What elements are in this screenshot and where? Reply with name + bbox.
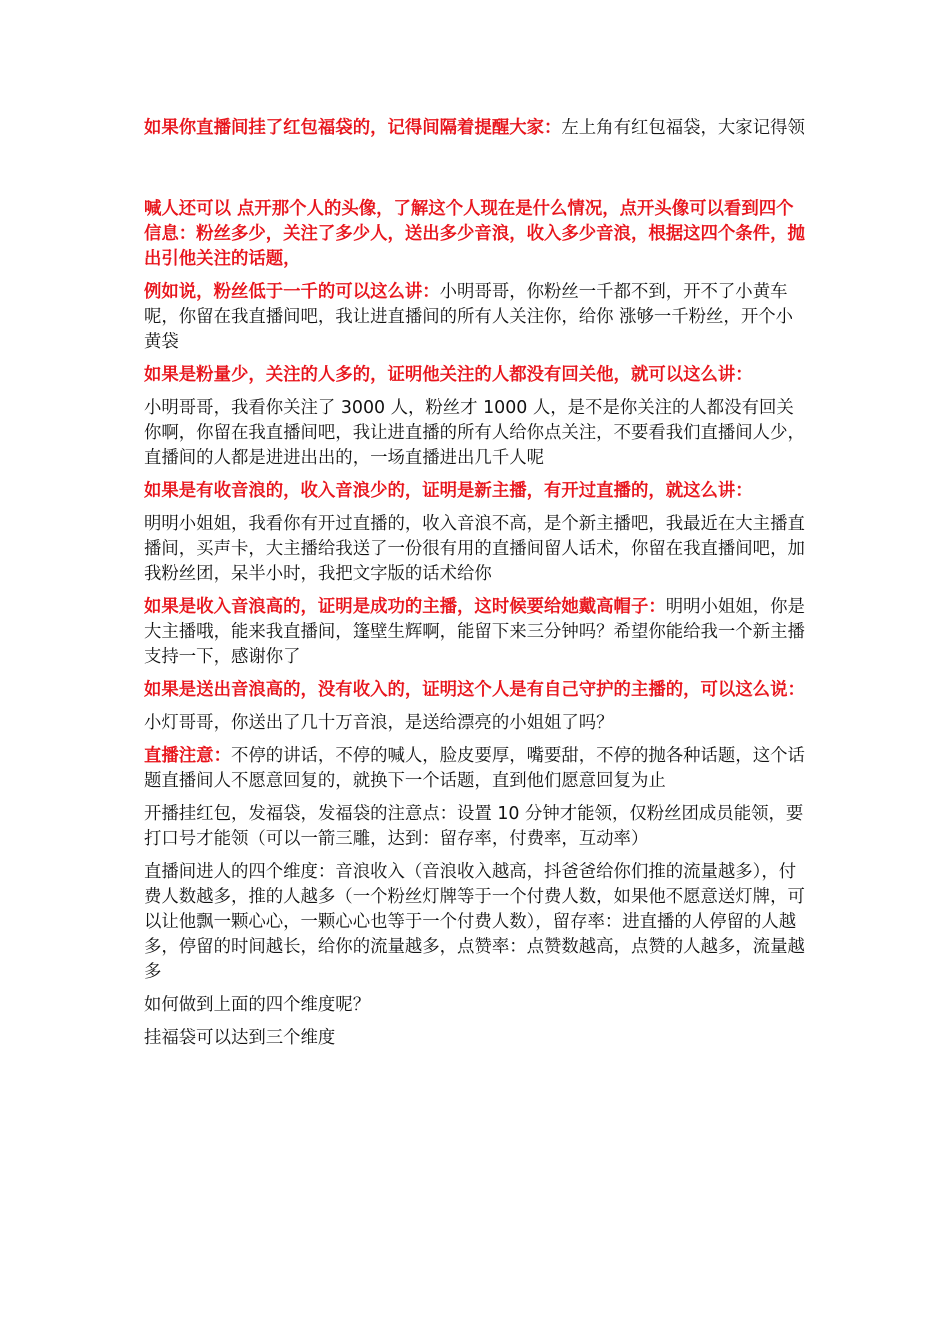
body-text: 不停的讲话，不停的喊人，脸皮要厚，嘴要甜，不停的抛各种话题，这个话题直播间人不愿意回复的，就换下一个话题，直到他们愿意回复为止 — [144, 746, 805, 791]
body-text: 小灯哥哥，你送出了几十万音浪，是送给漂亮的小姐姐了吗？ — [144, 713, 614, 733]
highlight-text: 直播注意： — [144, 746, 231, 766]
body-text: 左上角有红包福袋，大家记得领 — [561, 118, 805, 138]
body-text: 直播间进人的四个维度：音浪收入（音浪收入越高，抖爸爸给你们推的流量越多），付费人数越多，推的人越多（一个粉丝灯牌等于一个付费人数，如果他不愿意送灯牌，可以让他飘一颗心心，一颗心心也等于一个付费人数），留存率：进直播的人停留的人越多，停留的时间越长，给你的流量越多，点赞率：点赞数越高，点赞的人越多，流量越多 — [144, 862, 805, 982]
highlight-text: 例如说，粉丝低于一千的可以这么讲： — [144, 282, 440, 302]
paragraph-lucky-bag-answer — [144, 1026, 808, 1051]
document-body — [144, 116, 808, 1051]
body-text: 小明哥哥，我看你关注了 3000 人，粉丝才 1000 人，是不是你关注的人都没有回关你啊，你留在我直播间吧，我让进直播的所有人给你点关注，不要看我们直播间人少，直播间的人都是进进出出的，一场直播进出几千人呢 — [144, 398, 805, 468]
paragraph-big-spender-script — [144, 711, 808, 736]
body-text: 小明哥哥，你粉丝一千都不到，开不了小黄车呢，你留在我直播间吧，我让进直播间的所有人关注你，给你 涨够一千粉丝，开个小黄袋 — [144, 282, 793, 352]
body-text: 如何做到上面的四个维度呢？ — [144, 995, 371, 1015]
paragraph-how-to-question — [144, 993, 808, 1018]
highlight-text: 如果是送出音浪高的，没有收入的，证明这个人是有自己守护的主播的，可以这么说： — [144, 680, 805, 700]
highlight-text: 喊人还可以 点开那个人的头像，了解这个人现在是什么情况，点开头像可以看到四个信息：粉丝多少，关注了多少人，送出多少音浪，收入多少音浪，根据这四个条件，抛出引他关注的话题， — [144, 199, 805, 269]
body-text: 明明小姐姐，你是大主播哦，能来我直播间，篷壁生辉啊，能留下来三分钟吗？希望你能给我一个新主播支持一下，感谢你了 — [144, 597, 805, 667]
paragraph-stream-notes — [144, 744, 808, 794]
paragraph-red-envelope-reminder — [144, 116, 808, 141]
highlight-text: 如果你直播间挂了红包福袋的，记得间隔着提醒大家： — [144, 118, 562, 138]
paragraph-low-fans-example — [144, 280, 808, 355]
paragraph-successful-streamer — [144, 595, 808, 670]
highlight-text: 如果是收入音浪高的，证明是成功的主播，这时候要给她戴高帽子： — [144, 597, 666, 617]
paragraph-new-streamer-script — [144, 512, 808, 587]
paragraph-four-dimensions — [144, 860, 808, 985]
highlight-text: 如果是粉量少，关注的人多的，证明他关注的人都没有回关他，就可以这么讲： — [144, 365, 753, 385]
body-text: 挂福袋可以达到三个维度 — [144, 1028, 336, 1048]
paragraph-few-fans-many-follows — [144, 363, 808, 388]
paragraph-lucky-bag-tips — [144, 802, 808, 852]
paragraph-check-avatar — [144, 197, 808, 272]
paragraph-follow-script — [144, 396, 808, 471]
paragraph-big-spender — [144, 678, 808, 703]
highlight-text: 如果是有收音浪的，收入音浪少的，证明是新主播，有开过直播的，就这么讲： — [144, 481, 753, 501]
paragraph-new-streamer — [144, 479, 808, 504]
body-text: 明明小姐姐，我看你有开过直播的，收入音浪不高，是个新主播吧，我最近在大主播直播间，买声卡，大主播给我送了一份很有用的直播间留人话术，你留在我直播间吧，加我粉丝团，呆半小时，我把文字版的话术给你 — [144, 514, 805, 584]
body-text: 开播挂红包，发福袋，发福袋的注意点：设置 10 分钟才能领，仅粉丝团成员能领，要打口号才能领（可以一箭三雕，达到：留存率，付费率，互动率） — [144, 804, 804, 849]
